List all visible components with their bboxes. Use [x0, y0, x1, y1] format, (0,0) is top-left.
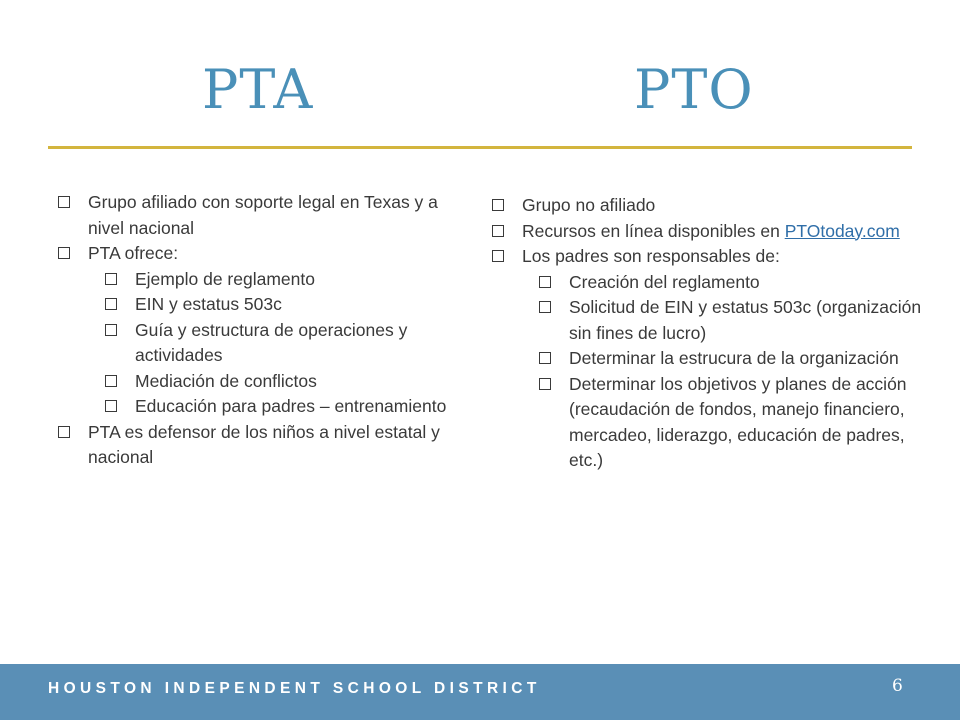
- checkbox-bullet-icon: [58, 196, 70, 208]
- sub-list-item: [105, 318, 458, 369]
- sub-list-item: [105, 267, 458, 293]
- list-item: [492, 244, 922, 270]
- list-item-text: Ejemplo de reglamento: [135, 268, 315, 289]
- list-item-text: Determinar la estrucura de la organización: [569, 348, 899, 368]
- pto-list: [492, 193, 922, 474]
- district-name: HOUSTON INDEPENDENT SCHOOL DISTRICT: [48, 680, 541, 697]
- list-item: [492, 193, 922, 219]
- list-item-text: Mediación de conflictos: [135, 370, 317, 391]
- list-item-text: Solicitud de EIN y estatus 503c (organización sin fines de lucro): [569, 297, 922, 343]
- checkbox-bullet-icon: [105, 273, 117, 285]
- list-item-text: PTA ofrece:: [88, 243, 179, 263]
- list-item: [58, 190, 458, 241]
- checkbox-bullet-icon: [492, 225, 504, 237]
- pta-heading: PTA: [202, 58, 314, 121]
- list-item-text: Educación para padres – entrenamiento: [135, 396, 447, 416]
- checkbox-bullet-icon: [105, 400, 117, 412]
- pto-heading: PTO: [634, 58, 754, 121]
- list-item: [58, 241, 458, 267]
- sub-list-item: [105, 369, 458, 395]
- gold-divider: [48, 146, 912, 149]
- checkbox-bullet-icon: [539, 276, 551, 288]
- list-item-text: Recursos en línea disponibles en: [522, 220, 780, 241]
- list-item-text: Grupo no afiliado: [522, 195, 656, 215]
- checkbox-bullet-icon: [105, 324, 117, 336]
- checkbox-bullet-icon: [492, 199, 504, 211]
- sub-list-item: [105, 292, 458, 318]
- checkbox-bullet-icon: [492, 250, 504, 262]
- list-item-text: Creación del reglamento: [569, 271, 760, 292]
- sub-list-item: [105, 394, 458, 420]
- list-item-text: Guía y estructura de operaciones y actividades: [135, 319, 408, 365]
- sub-list-item: [539, 295, 922, 346]
- footer-bar: [0, 664, 960, 720]
- checkbox-bullet-icon: [539, 352, 551, 364]
- checkbox-bullet-icon: [58, 247, 70, 259]
- list-item-text: Determinar los objetivos y planes de acción (recaudación de fondos, manejo financiero, mercadeo, liderazgo, educación de padres, etc.): [569, 373, 907, 470]
- list-item-text: Los padres son responsables de:: [522, 246, 780, 266]
- list-item-text: Grupo afiliado con soporte legal en Texas y a nivel nacional: [88, 192, 438, 238]
- ptotoday-link[interactable]: PTOtoday.com: [784, 220, 900, 241]
- list-item-text: EIN y estatus 503c: [135, 294, 282, 314]
- page-number: 6: [892, 676, 903, 696]
- list-item: [58, 420, 458, 471]
- list-item: [492, 219, 922, 245]
- checkbox-bullet-icon: [539, 301, 551, 313]
- pta-list: [58, 190, 458, 471]
- sub-list-item: [539, 346, 922, 372]
- sub-list-item: [539, 270, 922, 296]
- checkbox-bullet-icon: [539, 378, 551, 390]
- list-item-text: PTA es defensor de los niños a nivel estatal y nacional: [88, 421, 440, 467]
- checkbox-bullet-icon: [105, 298, 117, 310]
- checkbox-bullet-icon: [58, 426, 70, 438]
- checkbox-bullet-icon: [105, 375, 117, 387]
- sub-list-item: [539, 372, 922, 474]
